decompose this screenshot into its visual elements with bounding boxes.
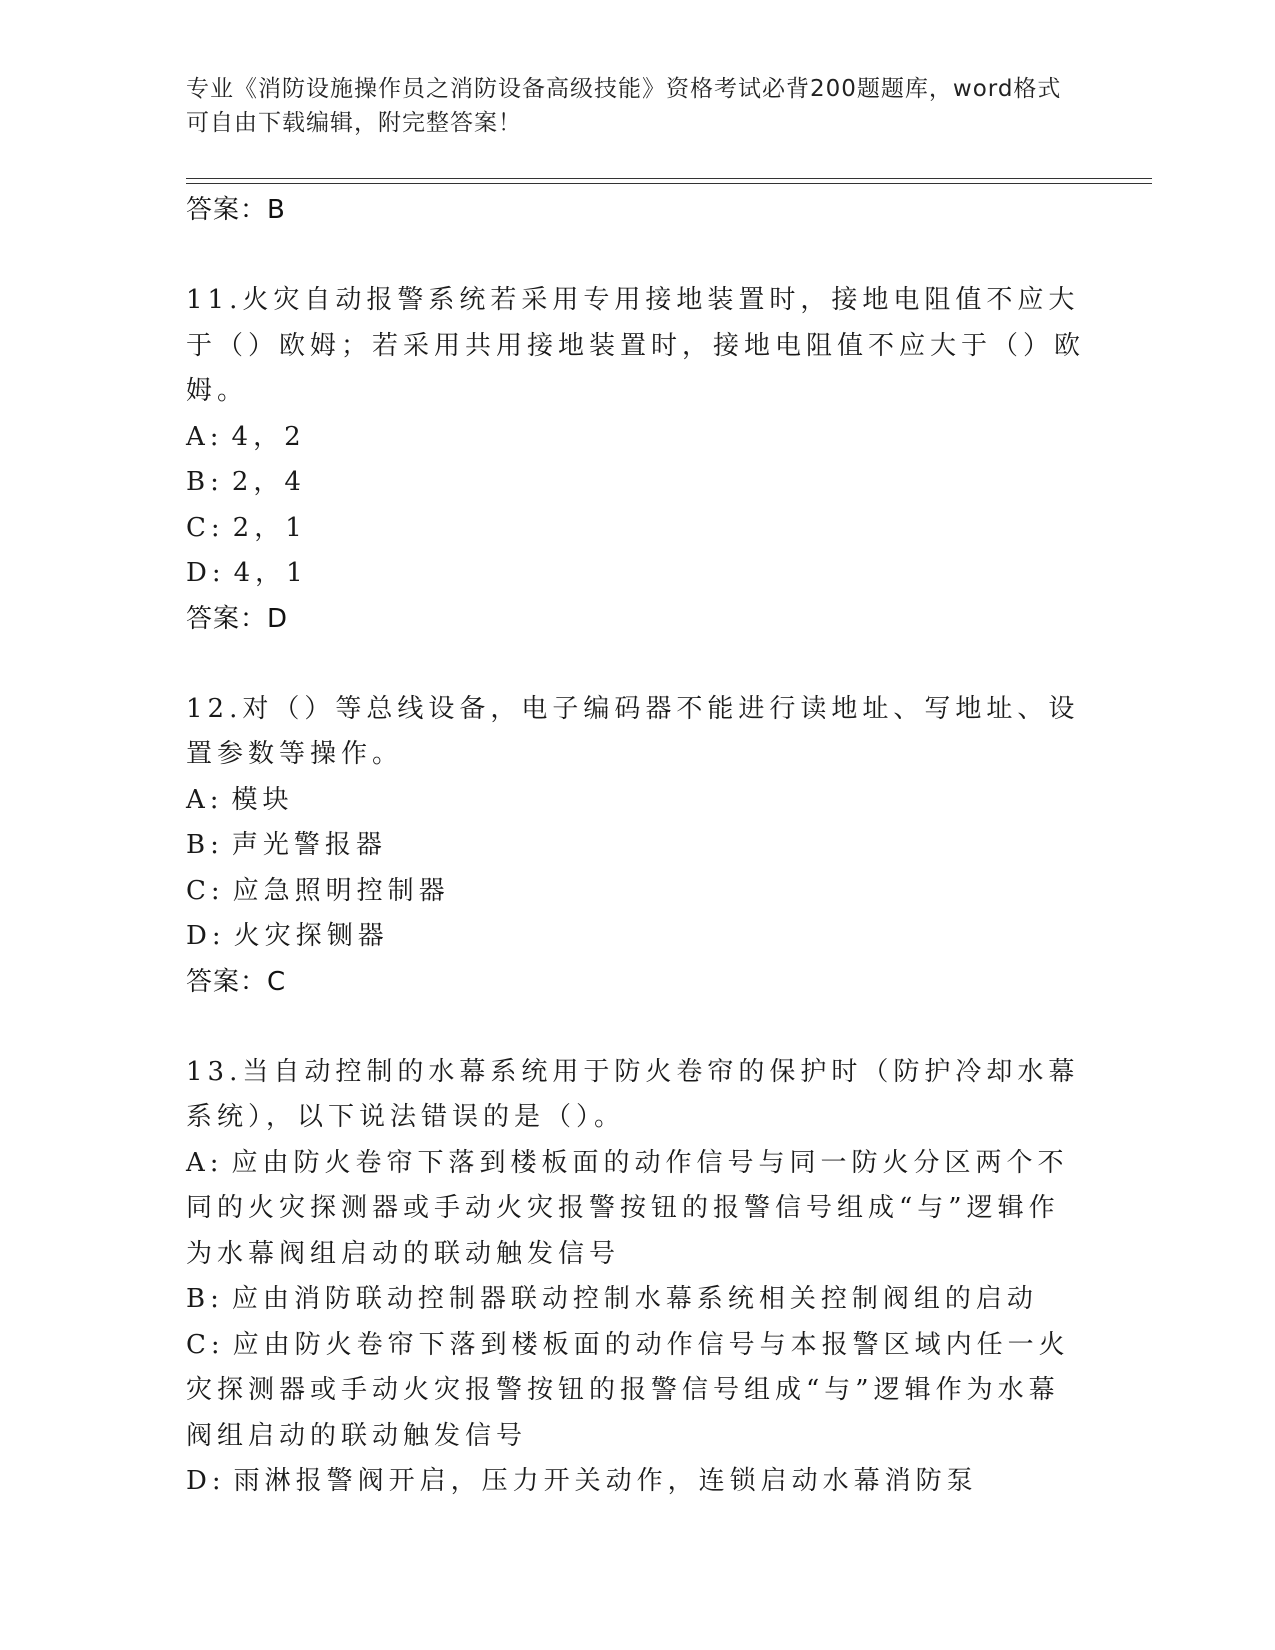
option-key: B: [186,830,224,860]
option-key: B: [186,467,224,497]
option-text: 雨淋报警阀开启，压力开关动作，连锁启动水幕消防泵 [233,1466,978,1496]
question-list [186,188,1086,1505]
previous-answer: 答案：B [186,195,286,225]
option-text: 4，1 [233,558,308,588]
option-key: C: [186,1329,225,1360]
option-c [186,506,1086,552]
option-key: D: [186,1466,226,1496]
option-d [186,551,1086,597]
option-text: 应由消防联动控制器联动控制水幕系统相关控制阀组的启动 [231,1284,1038,1314]
option-c [186,869,1086,915]
answer-line: 答案：C [186,966,287,997]
option-a [186,778,1086,824]
option-b [186,460,1086,506]
question-text: 11.火灾自动报警系统若采用专用接地装置时，接地电阻值不应大于（）欧姆；若采用共用接地装置时，接地电阻值不应大于（）欧姆。 [186,285,1086,406]
answer-line: 答案：D [186,603,289,634]
option-key: C: [186,512,225,543]
option-text: 模块 [231,784,294,815]
question-text: 12.对（）等总线设备，电子编码器不能进行读地址、写地址、设置参数等操作。 [186,693,1080,769]
option-b [186,823,1086,869]
option-text: 应由防火卷帘下落到楼板面的动作信号与同一防火分区两个不同的火灾探测器或手动火灾报警按钮的报警信号组成“与”逻辑作为水幕阀组启动的联动触发信号 [186,1147,1069,1269]
spacer [186,642,1086,687]
option-text: 火灾探铡器 [233,921,389,951]
option-key: A: [186,421,224,452]
option-text: 声光警报器 [231,830,387,860]
spacer [186,1005,1086,1050]
option-d [186,1459,1086,1505]
option-key: B: [186,1284,224,1314]
option-key: C: [186,875,225,906]
header-divider-secondary [186,183,1152,184]
option-b [186,1277,1086,1323]
option-text: 4，2 [231,421,306,452]
option-a [186,415,1086,461]
document-header: 专业《消防设施操作员之消防设备高级技能》资格考试必背200题题库，word格式可自由下载编辑，附完整答案！ [186,76,1062,136]
option-key: D: [186,558,226,588]
option-key: A: [186,784,224,815]
option-key: D: [186,921,226,951]
option-text: 应急照明控制器 [232,875,450,906]
question-text: 13.当自动控制的水幕系统用于防火卷帘的保护时（防护冷却水幕系统），以下说法错误的是（）。 [186,1056,1080,1132]
spacer [186,233,1086,278]
option-a [186,1141,1086,1278]
option-key: A: [186,1147,224,1178]
option-text: 2，1 [232,512,307,543]
option-d [186,914,1086,960]
header-divider [186,178,1152,179]
option-text: 2，4 [231,467,306,497]
option-c [186,1323,1086,1460]
option-text: 应由防火卷帘下落到楼板面的动作信号与本报警区域内任一火灾探测器或手动火灾报警按钮的报警信号组成“与”逻辑作为水幕阀组启动的联动触发信号 [186,1329,1070,1451]
